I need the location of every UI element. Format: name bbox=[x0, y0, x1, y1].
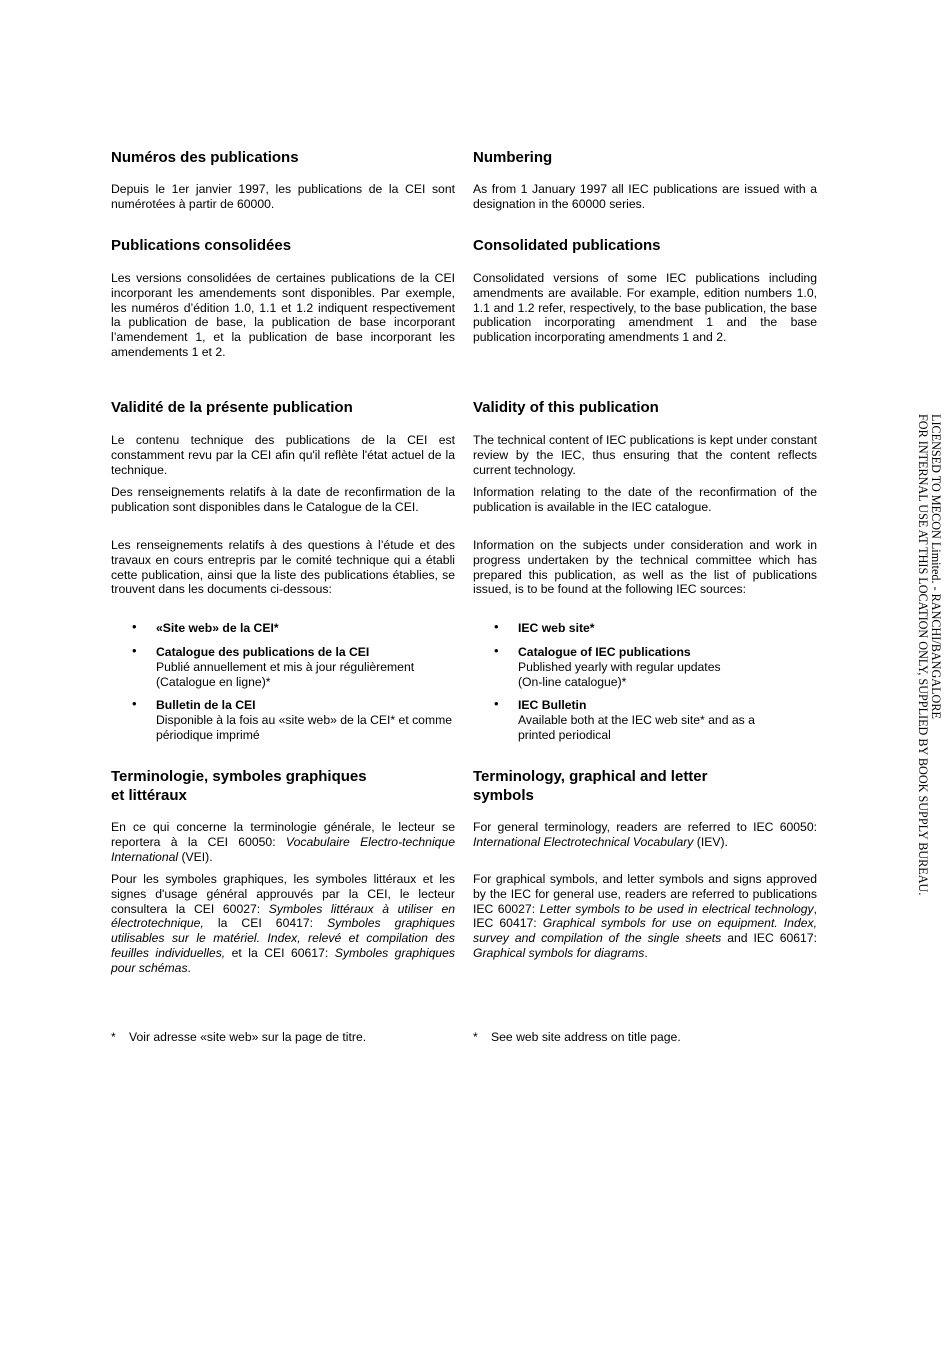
footnote-mark: * bbox=[111, 1030, 116, 1044]
para-validity-2-fr: Des renseignements relatifs à la date de reconfirmation de la publication sont disponibles dans le Catalogue de la CEI. bbox=[111, 485, 455, 514]
para-validity-3-en: Information on the subjects under consideration and work in progress undertaken by the technical committee which has prepared this publication, as well as the list of publications issued, is to be found at the following IEC sources: bbox=[473, 538, 817, 597]
para-consolidated-en: Consolidated versions of some IEC publications including amendments are available. For example, edition numbers 1.0, 1.1 and 1.2 refer, respectively, to the base publication, the base publication incorporating amendment 1 and the base publication incorporating amendments 1 and 2. bbox=[473, 271, 817, 345]
heading-numbering-fr: Numéros des publications bbox=[111, 149, 299, 166]
bullet-icon: • bbox=[132, 619, 137, 634]
heading-terminology-en: Terminology, graphical and letter symbols bbox=[473, 768, 708, 804]
bullet-icon: • bbox=[494, 619, 499, 634]
bullet-title: IEC Bulletin bbox=[518, 698, 587, 712]
para-consolidated-fr: Les versions consolidées de certaines publications de la CEI incorporant les amendements sont disponibles. Par exemple, les numéros d’édition 1.0, 1.1 et 1.2 indiquent respectivement la publication de base, la publication de base incorporant l’amendement 1, et la publication de base incorporant les amendements 1 et 2. bbox=[111, 271, 455, 359]
bullet-title: Catalogue des publications de la CEI bbox=[156, 645, 370, 659]
bullet-icon: • bbox=[132, 643, 137, 658]
heading-terminology-fr: Terminologie, symboles graphiques et littéraux bbox=[111, 768, 367, 804]
footnote-mark: * bbox=[473, 1030, 478, 1044]
para-terminology-2-en: For graphical symbols, and letter symbols and signs approved by the IEC for general use, readers are referred to publications IEC 60027: Letter symbols to be used in electrical technology, IEC 60417: Graphical symbols for use on equipment. Index, survey and compilation of the single sheets and IEC 60617: Graphical symbols for diagrams. bbox=[473, 872, 817, 960]
footnote-text: See web site address on title page. bbox=[491, 1030, 681, 1044]
para-terminology-2-fr: Pour les symboles graphiques, les symboles littéraux et les signes d'usage général approuvés par la CEI, le lecteur consultera la CEI 60027: Symboles littéraux à utiliser en électrotechnique, la CEI 60417: Symboles graphiques utilisables sur le matériel. Index, relevé et compilation des feuilles individuelles, et la CEI 60617: Symboles graphiques pour schémas. bbox=[111, 872, 456, 975]
bullet-description: Published yearly with regular updates (On-line catalogue)* bbox=[518, 659, 721, 689]
bullet-icon: • bbox=[494, 643, 499, 658]
para-terminology-1-fr: En ce qui concerne la terminologie générale, le lecteur se reportera à la CEI 60050: Vocabulaire Electro-technique International (VEI). bbox=[111, 820, 455, 864]
bullet-title: «Site web» de la CEI* bbox=[156, 621, 279, 635]
bullet-description: Disponible à la fois au «site web» de la CEI* et comme périodique imprimé bbox=[156, 712, 453, 742]
bullet-description: Available both at the IEC web site* and as a printed periodical bbox=[518, 712, 755, 742]
para-validity-3-fr: Les renseignements relatifs à des questions à l’étude et des travaux en cours entrepris par le comité technique qui a établi cette publication, ainsi que la liste des publications établies, se trouvent dans les documents ci-dessous: bbox=[111, 538, 455, 597]
license-notice-line1: LICENSED TO MECON Limited. - RANCHI/BANGALORE bbox=[929, 414, 943, 719]
heading-validity-en: Validity of this publication bbox=[473, 399, 659, 416]
heading-consolidated-en: Consolidated publications bbox=[473, 237, 661, 254]
license-notice bbox=[916, 414, 942, 895]
bullet-icon: • bbox=[132, 696, 137, 711]
bullet-title: Catalogue of IEC publications bbox=[518, 645, 691, 659]
para-validity-1-fr: Le contenu technique des publications de la CEI est constamment revu par la CEI afin qu'il reflète l'état actuel de la technique. bbox=[111, 433, 455, 477]
license-notice-line2: FOR INTERNAL USE AT THIS LOCATION ONLY, SUPPLIED BY BOOK SUPPLY BUREAU. bbox=[916, 414, 930, 896]
footnote-text: Voir adresse «site web» sur la page de titre. bbox=[129, 1030, 367, 1044]
para-validity-2-en: Information relating to the date of the reconfirmation of the publication is available in the IEC catalogue. bbox=[473, 485, 817, 514]
para-numbering-en: As from 1 January 1997 all IEC publications are issued with a designation in the 60000 series. bbox=[473, 182, 817, 211]
bullet-title: IEC web site* bbox=[518, 621, 595, 635]
bullet-title: Bulletin de la CEI bbox=[156, 698, 256, 712]
bullet-icon: • bbox=[494, 696, 499, 711]
heading-numbering-en: Numbering bbox=[473, 149, 553, 166]
para-terminology-1-en: For general terminology, readers are referred to IEC 60050: International Electrotechnical Vocabulary (IEV). bbox=[473, 820, 817, 849]
heading-validity-fr: Validité de la présente publication bbox=[111, 399, 353, 416]
heading-consolidated-fr: Publications consolidées bbox=[111, 237, 292, 254]
para-validity-1-en: The technical content of IEC publications is kept under constant review by the IEC, thus ensuring that the content reflects current technology. bbox=[473, 433, 817, 477]
para-numbering-fr: Depuis le 1er janvier 1997, les publications de la CEI sont numérotées à partir de 60000. bbox=[111, 182, 455, 211]
bullet-description: Publié annuellement et mis à jour régulièrement (Catalogue en ligne)* bbox=[156, 659, 415, 689]
